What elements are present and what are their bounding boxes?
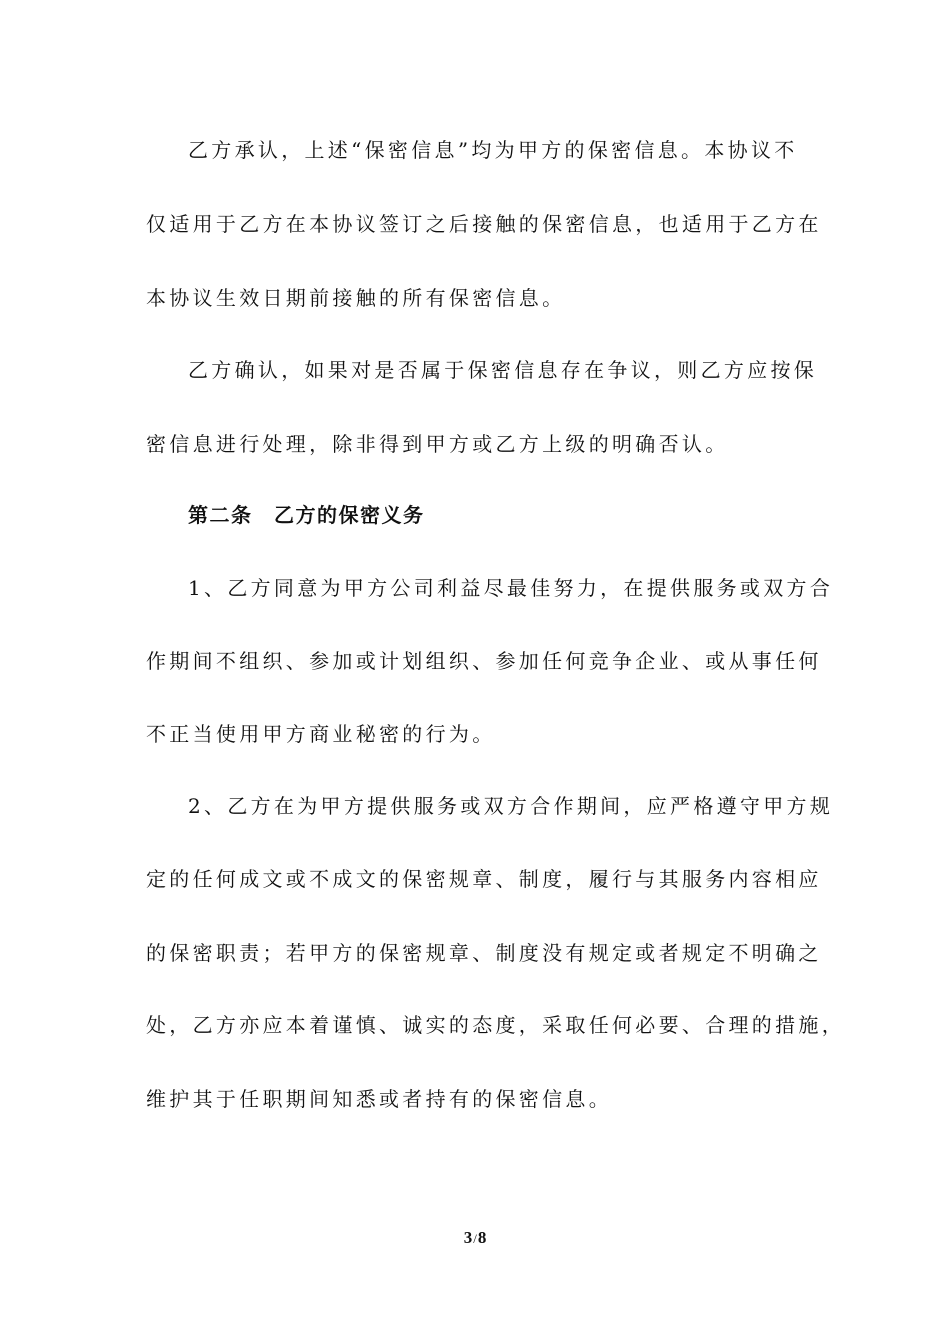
page-current: 3: [463, 1228, 473, 1247]
paragraph-line: 乙方确认，如果对是否属于保密信息存在争议，则乙方应按保: [188, 358, 818, 382]
paragraph-line: 维护其于任职期间知悉或者持有的保密信息。: [146, 1087, 612, 1111]
page-number: [0, 1227, 950, 1250]
paragraph-line: 处，乙方亦应本着谨慎、诚实的态度，采取任何必要、合理的措施，: [146, 1013, 845, 1037]
section-heading: 第二条 乙方的保密义务: [188, 503, 425, 527]
paragraph-line: 本协议生效日期前接触的所有保密信息。: [146, 286, 566, 310]
page-separator: /: [473, 1231, 477, 1246]
paragraph-line: 作期间不组织、参加或计划组织、参加任何竞争企业、或从事任何: [146, 649, 822, 673]
paragraph-line: 的保密职责；若甲方的保密规章、制度没有规定或者规定不明确之: [146, 941, 822, 965]
paragraph-line: 2、乙方在为甲方提供服务或双方合作期间，应严格遵守甲方规: [188, 794, 834, 818]
paragraph-line: 1、乙方同意为甲方公司利益尽最佳努力，在提供服务或双方合: [188, 576, 834, 600]
paragraph-line: 仅适用于乙方在本协议签订之后接触的保密信息，也适用于乙方在: [146, 212, 822, 236]
paragraph-line: 密信息进行处理，除非得到甲方或乙方上级的明确否认。: [146, 432, 729, 456]
paragraph-line: 不正当使用甲方商业秘密的行为。: [146, 722, 496, 746]
paragraph-line: 定的任何成文或不成文的保密规章、制度，履行与其服务内容相应: [146, 867, 822, 891]
paragraph-line: 乙方承认，上述“保密信息”均为甲方的保密信息。本协议不: [188, 138, 798, 162]
page-total: 8: [477, 1228, 487, 1247]
